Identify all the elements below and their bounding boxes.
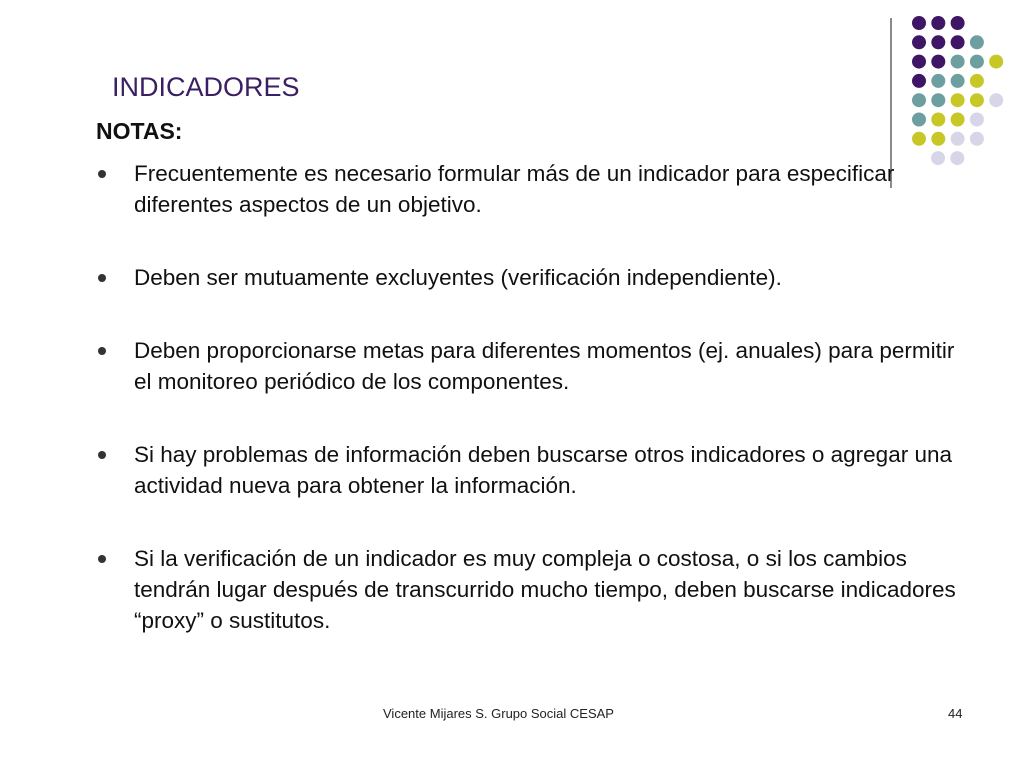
decorative-dot — [951, 93, 965, 107]
decorative-dot — [951, 74, 965, 88]
decorative-dot — [931, 93, 945, 107]
bullet-item — [96, 439, 976, 501]
decorative-dot — [951, 55, 965, 69]
bullet-item — [96, 158, 976, 220]
bullet-dot-icon — [98, 274, 106, 282]
bullet-text: Deben proporcionarse metas para diferentes momentos (ej. anuales) para permitir el monitoreo periódico de los componentes. — [134, 338, 955, 394]
slide-title: INDICADORES — [112, 72, 300, 102]
decorative-dot — [970, 113, 984, 127]
decorative-dot — [970, 132, 984, 146]
bullet-dot-icon — [98, 170, 106, 178]
decorative-dot — [970, 35, 984, 49]
decorative-dot — [970, 93, 984, 107]
bullet-text: Deben ser mutuamente excluyentes (verificación independiente). — [134, 265, 782, 290]
bullet-item — [96, 262, 976, 293]
decorative-dot — [931, 113, 945, 127]
bullet-dot-icon — [98, 555, 106, 563]
decorative-dot — [912, 55, 926, 69]
decorative-dot — [912, 74, 926, 88]
bullet-dot-icon — [98, 347, 106, 355]
bullet-item — [96, 335, 976, 397]
decorative-dot — [912, 132, 926, 146]
decorative-dot — [951, 16, 965, 30]
page-number: 44 — [948, 706, 963, 721]
decorative-dot — [912, 35, 926, 49]
decorative-dot — [912, 16, 926, 30]
decorative-dot — [989, 93, 1003, 107]
bullet-dot-icon — [98, 451, 106, 459]
decorative-dot — [931, 74, 945, 88]
bullet-item — [96, 543, 976, 636]
bullet-text: Si la verificación de un indicador es muy compleja o costosa, o si los cambios tendrán lugar después de transcurrido mucho tiempo, deben buscarse indicadores “proxy” o sustitutos. — [134, 546, 956, 633]
bullet-list — [96, 158, 976, 678]
decorative-dot — [912, 93, 926, 107]
decorative-dot — [931, 132, 945, 146]
bullet-text: Frecuentemente es necesario formular más de un indicador para especificar diferentes aspectos de un objetivo. — [134, 161, 895, 217]
decorative-dot — [912, 113, 926, 127]
decorative-dot — [931, 55, 945, 69]
decorative-dot — [970, 55, 984, 69]
decorative-dot — [951, 113, 965, 127]
decorative-dot — [951, 132, 965, 146]
bullet-text: Si hay problemas de información deben buscarse otros indicadores o agregar una actividad nueva para obtener la información. — [134, 442, 952, 498]
decorative-dot — [931, 16, 945, 30]
decorative-dot — [989, 55, 1003, 69]
decorative-dot — [970, 74, 984, 88]
decorative-dot — [931, 35, 945, 49]
decorative-dot — [951, 35, 965, 49]
notes-heading: NOTAS: — [96, 118, 183, 144]
footer-text: Vicente Mijares S. Grupo Social CESAP — [383, 706, 614, 721]
